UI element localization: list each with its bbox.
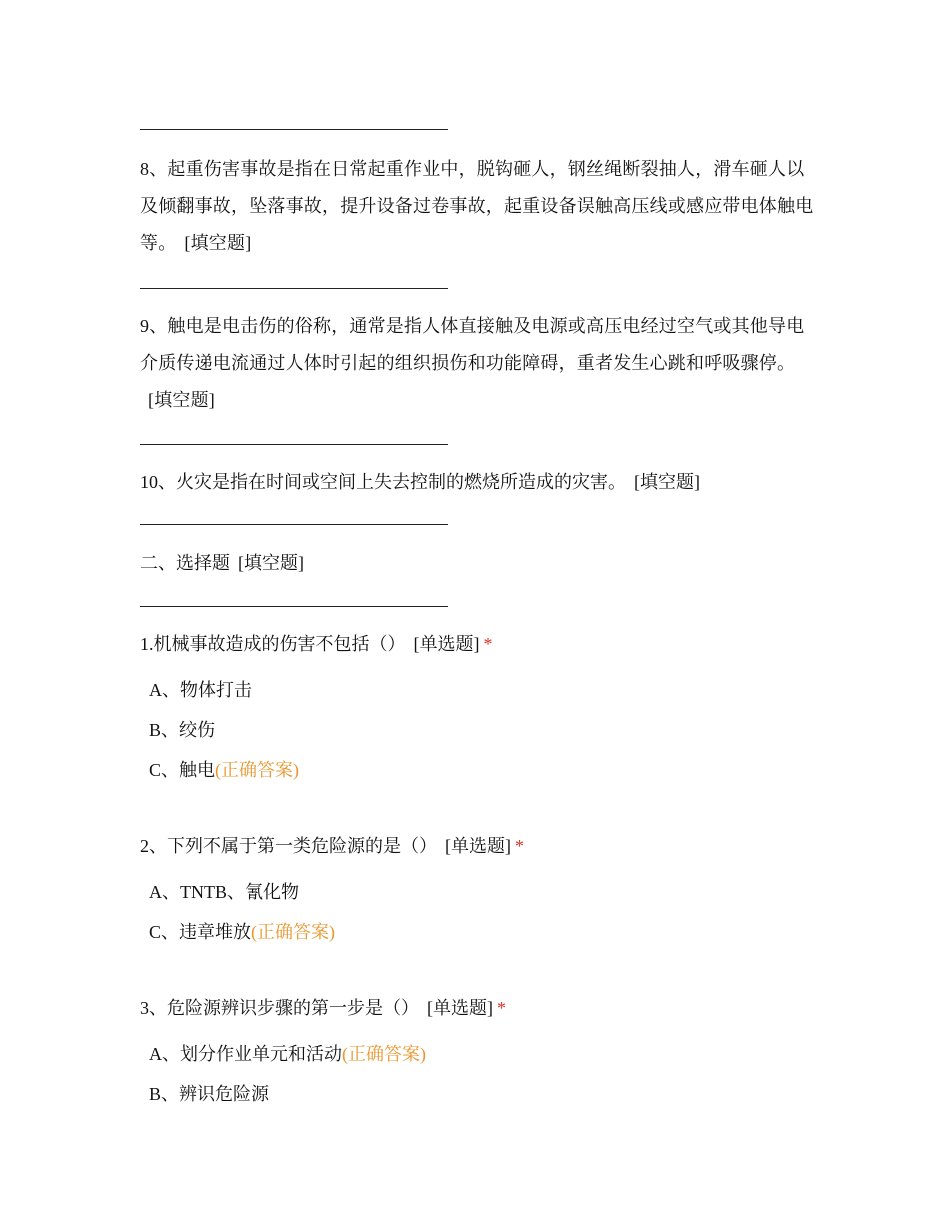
option-1c[interactable] — [149, 757, 299, 783]
answer-blank-line[interactable] — [140, 524, 448, 525]
option-3b[interactable] — [149, 1081, 269, 1107]
answer-blank-line[interactable] — [140, 129, 448, 130]
question-10-type-tag: [填空题] — [634, 472, 700, 492]
question-8-type-tag: [填空题] — [184, 233, 252, 253]
correct-answer-mark: (正确答案) — [251, 922, 336, 942]
choice-question-3-type-tag: [单选题] — [427, 998, 493, 1018]
option-1b[interactable] — [149, 717, 215, 743]
choice-question-2-text: 2、下列不属于第一类危险源的是（） — [140, 836, 437, 856]
section-2-text: 二、选择题 — [140, 553, 230, 573]
section-2-type-tag: [填空题] — [238, 553, 304, 573]
choice-question-1 — [140, 631, 493, 657]
option-label: C、违章堆放 — [149, 922, 252, 942]
required-marker: * — [483, 634, 493, 654]
option-label: A、物体打击 — [149, 680, 252, 700]
choice-question-1-text: 1.机械事故造成的伤害不包括（） — [140, 634, 406, 654]
option-label: A、TNTB、氰化物 — [149, 882, 299, 902]
answer-blank-line[interactable] — [140, 444, 448, 445]
choice-question-2 — [140, 833, 524, 859]
question-8 — [140, 151, 815, 262]
question-9-type-tag: [填空题] — [148, 390, 215, 410]
option-2c[interactable] — [149, 919, 335, 945]
choice-question-3-text: 3、危险源辨识步骤的第一步是（） — [140, 998, 419, 1018]
question-9 — [140, 308, 815, 419]
question-8-text: 8、起重伤害事故是指在日常起重作业中，脱钩砸人，钢丝绳断裂抽人，滑车砸人以及倾翻事故，坠落事故，提升设备过卷事故，起重设备误触高压线或感应带电体触电等。 — [140, 159, 814, 253]
answer-blank-line[interactable] — [140, 288, 448, 289]
required-marker: * — [515, 836, 524, 856]
question-9-text: 9、触电是电击伤的俗称，通常是指人体直接触及电源或高压电经过空气或其他导电介质传递电流通过人体时引起的组织损伤和功能障碍，重者发生心跳和呼吸骤停。 — [140, 316, 805, 373]
choice-question-3 — [140, 995, 506, 1021]
correct-answer-mark: (正确答案) — [342, 1044, 426, 1064]
question-10 — [140, 469, 700, 495]
choice-question-2-type-tag: [单选题] — [445, 836, 511, 856]
option-1a[interactable] — [149, 677, 252, 703]
option-label: B、辨识危险源 — [149, 1084, 270, 1104]
option-2a[interactable] — [149, 879, 299, 905]
option-label: C、触电 — [149, 760, 216, 780]
required-marker: * — [497, 998, 506, 1018]
option-label: A、划分作业单元和活动 — [149, 1044, 342, 1064]
correct-answer-mark: (正确答案) — [215, 760, 300, 780]
option-label: B、绞伤 — [149, 720, 216, 740]
question-10-text: 10、火灾是指在时间或空间上失去控制的燃烧所造成的灾害。 — [140, 472, 626, 492]
section-2-heading — [140, 550, 304, 576]
option-3a[interactable] — [149, 1041, 426, 1067]
answer-blank-line[interactable] — [140, 606, 448, 607]
choice-question-1-type-tag: [单选题] — [413, 634, 480, 654]
